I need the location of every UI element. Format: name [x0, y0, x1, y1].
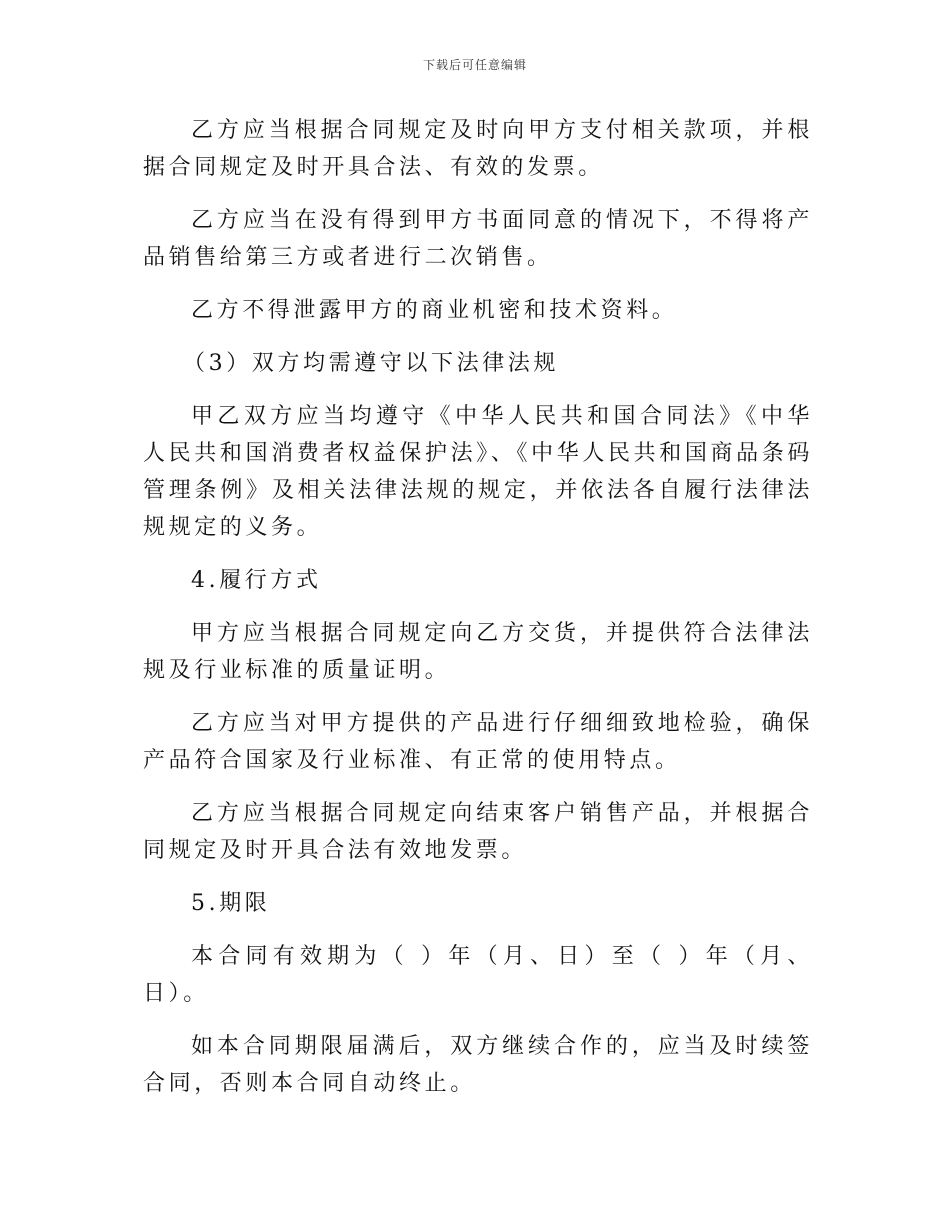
paragraph-payment-invoice: 乙方应当根据合同规定及时向甲方支付相关款项，并根据合同规定及时开具合法、有效的发票。: [143, 118, 813, 180]
paragraph-no-resale: 乙方应当在没有得到甲方书面同意的情况下，不得将产品销售给第三方或者进行二次销售。: [143, 208, 813, 270]
paragraph-sales: 乙方应当根据合同规定向结束客户销售产品，并根据合同规定及时开具合法有效地发票。: [143, 801, 813, 863]
paragraph-laws: 甲乙双方应当均遵守《中华人民共和国合同法》《中华人民共和国消费者权益保护法》、《中华人民共和国商品条码管理条例》及相关法律法规的规定，并依法各自履行法律法规规定的义务。: [143, 404, 813, 540]
document-body: [143, 112, 813, 1118]
paragraph-delivery: 甲方应当根据合同规定向乙方交货，并提供符合法律法规及行业标准的质量证明。: [143, 621, 813, 683]
section-heading-laws: （3）双方均需遵守以下法律法规: [183, 351, 559, 376]
paragraph-confidentiality: 乙方不得泄露甲方的商业机密和技术资料。: [191, 298, 678, 323]
paragraph-inspection: 乙方应当对甲方提供的产品进行仔细细致地检验，确保产品符合国家及行业标准、有正常的使用特点。: [143, 711, 813, 773]
paragraph-validity: 本合同有效期为（ ）年（月、日）至（ ）年（月、日）。: [143, 944, 813, 1006]
page-header: 下载后可任意编辑: [422, 58, 527, 72]
section-heading-term: 5.期限: [191, 891, 271, 916]
section-heading-performance: 4.履行方式: [191, 568, 322, 593]
paragraph-renewal: 如本合同期限届满后，双方继续合作的，应当及时续签合同，否则本合同自动终止。: [143, 1034, 813, 1096]
